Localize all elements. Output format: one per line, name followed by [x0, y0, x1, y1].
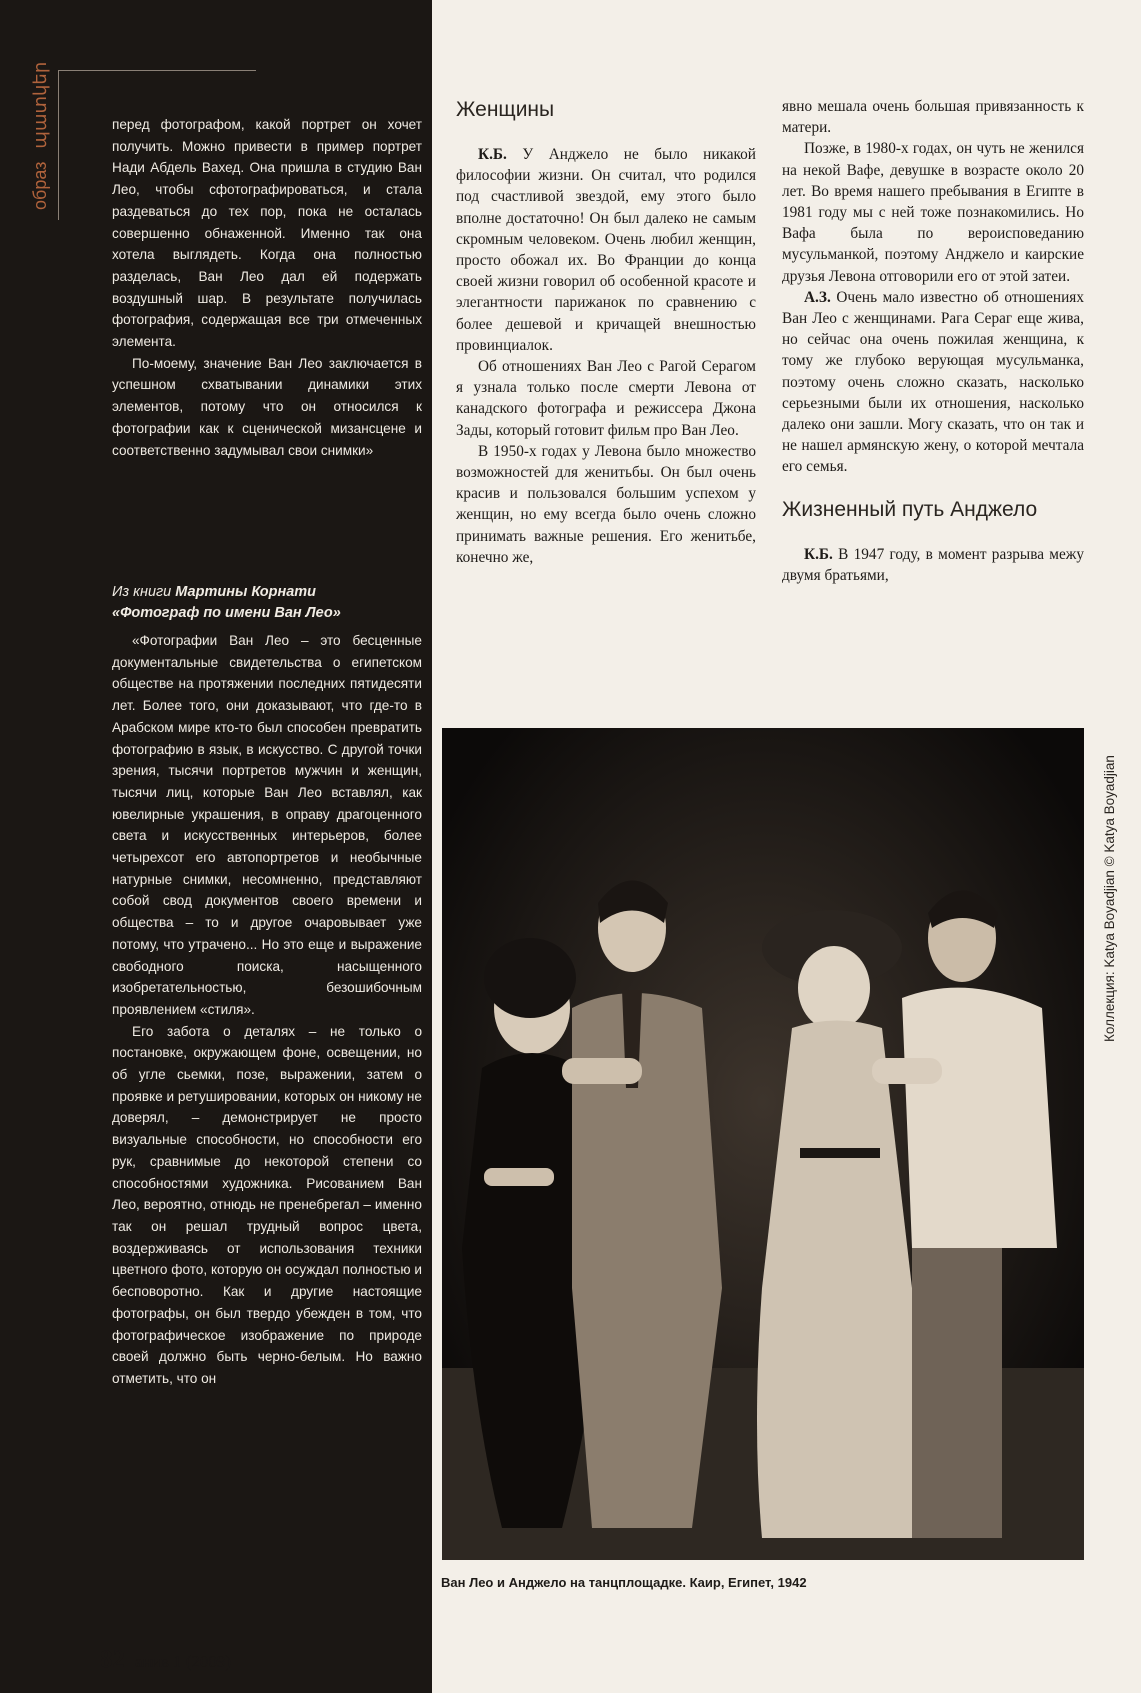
book-paragraph: Его забота о деталях – не только о постановке, окружающем фоне, освещении, но об угле сьемки, позе, выражении, затем о проявке и ретушировании, которых он никому не доверял, – демонстрирует не просто визуальные способности, но способности его рук, сравнимые до некоторой степени со способностями художника. Рисованием Ван Лео, вероятно, отнюдь не пренебрегал – именно так он решал трудный вопрос цвета, воздерживаясь от использования техники цветного фото, которую он осуждал полностью и бесповоротно. Как и другие настоящие фотографы, он был твердо убежден в том, что фотографическое изображение по природе своей должно быть черно-белым. Но важно отметить, что он	[112, 1023, 422, 1386]
book-heading-title: «Фотограф по имени Ван Лео»	[112, 605, 341, 621]
photo-illustration	[442, 728, 1084, 1560]
book-excerpt	[112, 582, 422, 1390]
paragraph-text: В 1947 году, в момент разрыва межу двумя братьями,	[782, 545, 1084, 584]
paragraph-text: Очень мало известно об отношениях Ван Лео с женщинами. Рага Сераг еще жива, но сейчас она очень пожилая женщина, к тому же глубоко верующая мусульманка, поэтому очень сложно сказать, насколько серьезными были их отношения, насколько далеко они зашли. Могу сказать, что он так и не нашел армянскую жену, о которой мечтала его семья.	[782, 288, 1084, 476]
section-tag-word: образ	[30, 161, 50, 210]
header-rule	[58, 70, 256, 71]
photo-caption: Ван Лео и Анджело на танцплощадке. Каир, Египет, 1942	[441, 1575, 807, 1590]
section-tag	[30, 54, 51, 210]
body-paragraph: явно мешала очень большая привязанность к матери.	[782, 98, 1084, 137]
book-heading-prefix: Из книги	[112, 584, 176, 600]
body-paragraph	[782, 287, 1084, 478]
speaker-initials: К.Б.	[804, 545, 833, 563]
dance-photograph	[442, 728, 1084, 1560]
left-paragraph: По-моему, значение Ван Лео заключается в успешном схватывании динамики этих элементов, потому что он относился к фотографии как к сценической мизансцене и соответственно задумывал свои снимки»	[112, 355, 422, 458]
photo-credit: Коллекция: Katya Boyadjian © Katya Boyadjian	[1102, 755, 1117, 1042]
magazine-issue: анив 1 (2009)	[135, 1652, 232, 1671]
middle-column	[456, 98, 756, 568]
book-heading-author: Мартины Корнати	[175, 584, 317, 600]
dark-sidebar-column	[0, 0, 432, 1693]
right-column	[782, 96, 1084, 586]
left-paragraph: перед фотографом, какой портрет он хочет получить. Можно привести в пример портрет Нади Абдель Вахед. Она пришла в студию Ван Лео, чтобы сфотографироваться, и стала раздеваться до тех пор, пока не осталась совершенно обнаженной. Именно так она хотела выглядеть. Когда она полностью разделась, Ван Лео дал ей подержать воздушный шар. В результате получилась фотография, содержащая все три отмеченных элемента.	[112, 117, 422, 350]
body-paragraph	[782, 544, 1084, 586]
page-footer	[100, 1646, 231, 1674]
header-side-rule	[58, 70, 59, 220]
speaker-initials: А.З.	[804, 288, 831, 306]
body-paragraph: Об отношениях Ван Лео с Рагой Серагом я узнала только после смерти Левона от канадского фотографа и режиссера Джона Зады, который готовит фильм про Ван Лео.	[456, 358, 756, 439]
body-paragraph: Позже, в 1980-х годах, он чуть не женился на некой Вафе, девушке в возрасте около 20 лет. Во время нашего пребывания в Египте в 1981 году мы с ней тоже познакомились. Но Вафа была по вероисповеданию мусульманкой, поэтому Анджело и каирские друзья Левона отговорили его от этой затеи.	[782, 140, 1084, 285]
book-paragraph: «Фотографии Ван Лео – это бесценные документальные свидетельства о египетском обществе на протяжении последних пятидесяти лет. Более того, они доказывают, что где-то в Арабском мире кто-то был способен превратить фотографию в язык, в искусство. С другой точки зрения, тысячи портретов мужчин и женщин, тысячи лиц, которые Ван Лео вставлял, как ювелирные украшения, в оправу драгоценного света и искусственных интерьеров, более четырехсот его автопортретов и необычные натурные снимки, несомненно, представляют собой свод документов своего времени и общества – то и другое очаровывает уже потому, что утрачено... Но это еще и выражение свободного поиска, насыщенного изобретательностью, безошибочным проявлением «стиля».	[112, 633, 422, 1017]
paragraph-text: У Анджело не было никакой философии жизни. Он считал, что родился под счастливой звездой, ему этого было вполне достаточно! Он был далеко не самым скромным человеком. Очень любил женщин, просто обожал их. Во Франции до конца своей жизни говорил об особенной красоте и элегантности парижанок по сравнению с более дешевой и кричащей внешностью провинциалок.	[456, 146, 756, 354]
section-heading-women: Женщины	[456, 98, 555, 121]
book-heading	[112, 582, 422, 624]
section-tag-armenian: պատկեր	[30, 61, 50, 149]
section-heading-life: Жизненный путь Анджело	[782, 497, 1038, 521]
page-number: 82	[100, 1646, 125, 1673]
body-paragraph	[456, 144, 756, 356]
left-text-block	[112, 114, 422, 461]
speaker-initials: К.Б.	[478, 146, 507, 163]
body-paragraph: В 1950-х годах у Левона было множество возможностей для женитьбы. Он был очень красив и пользовался большим успехом у женщин, но ему всегда было очень сложно принимать важные решения. Его женитьбе, конечно же,	[456, 442, 756, 566]
